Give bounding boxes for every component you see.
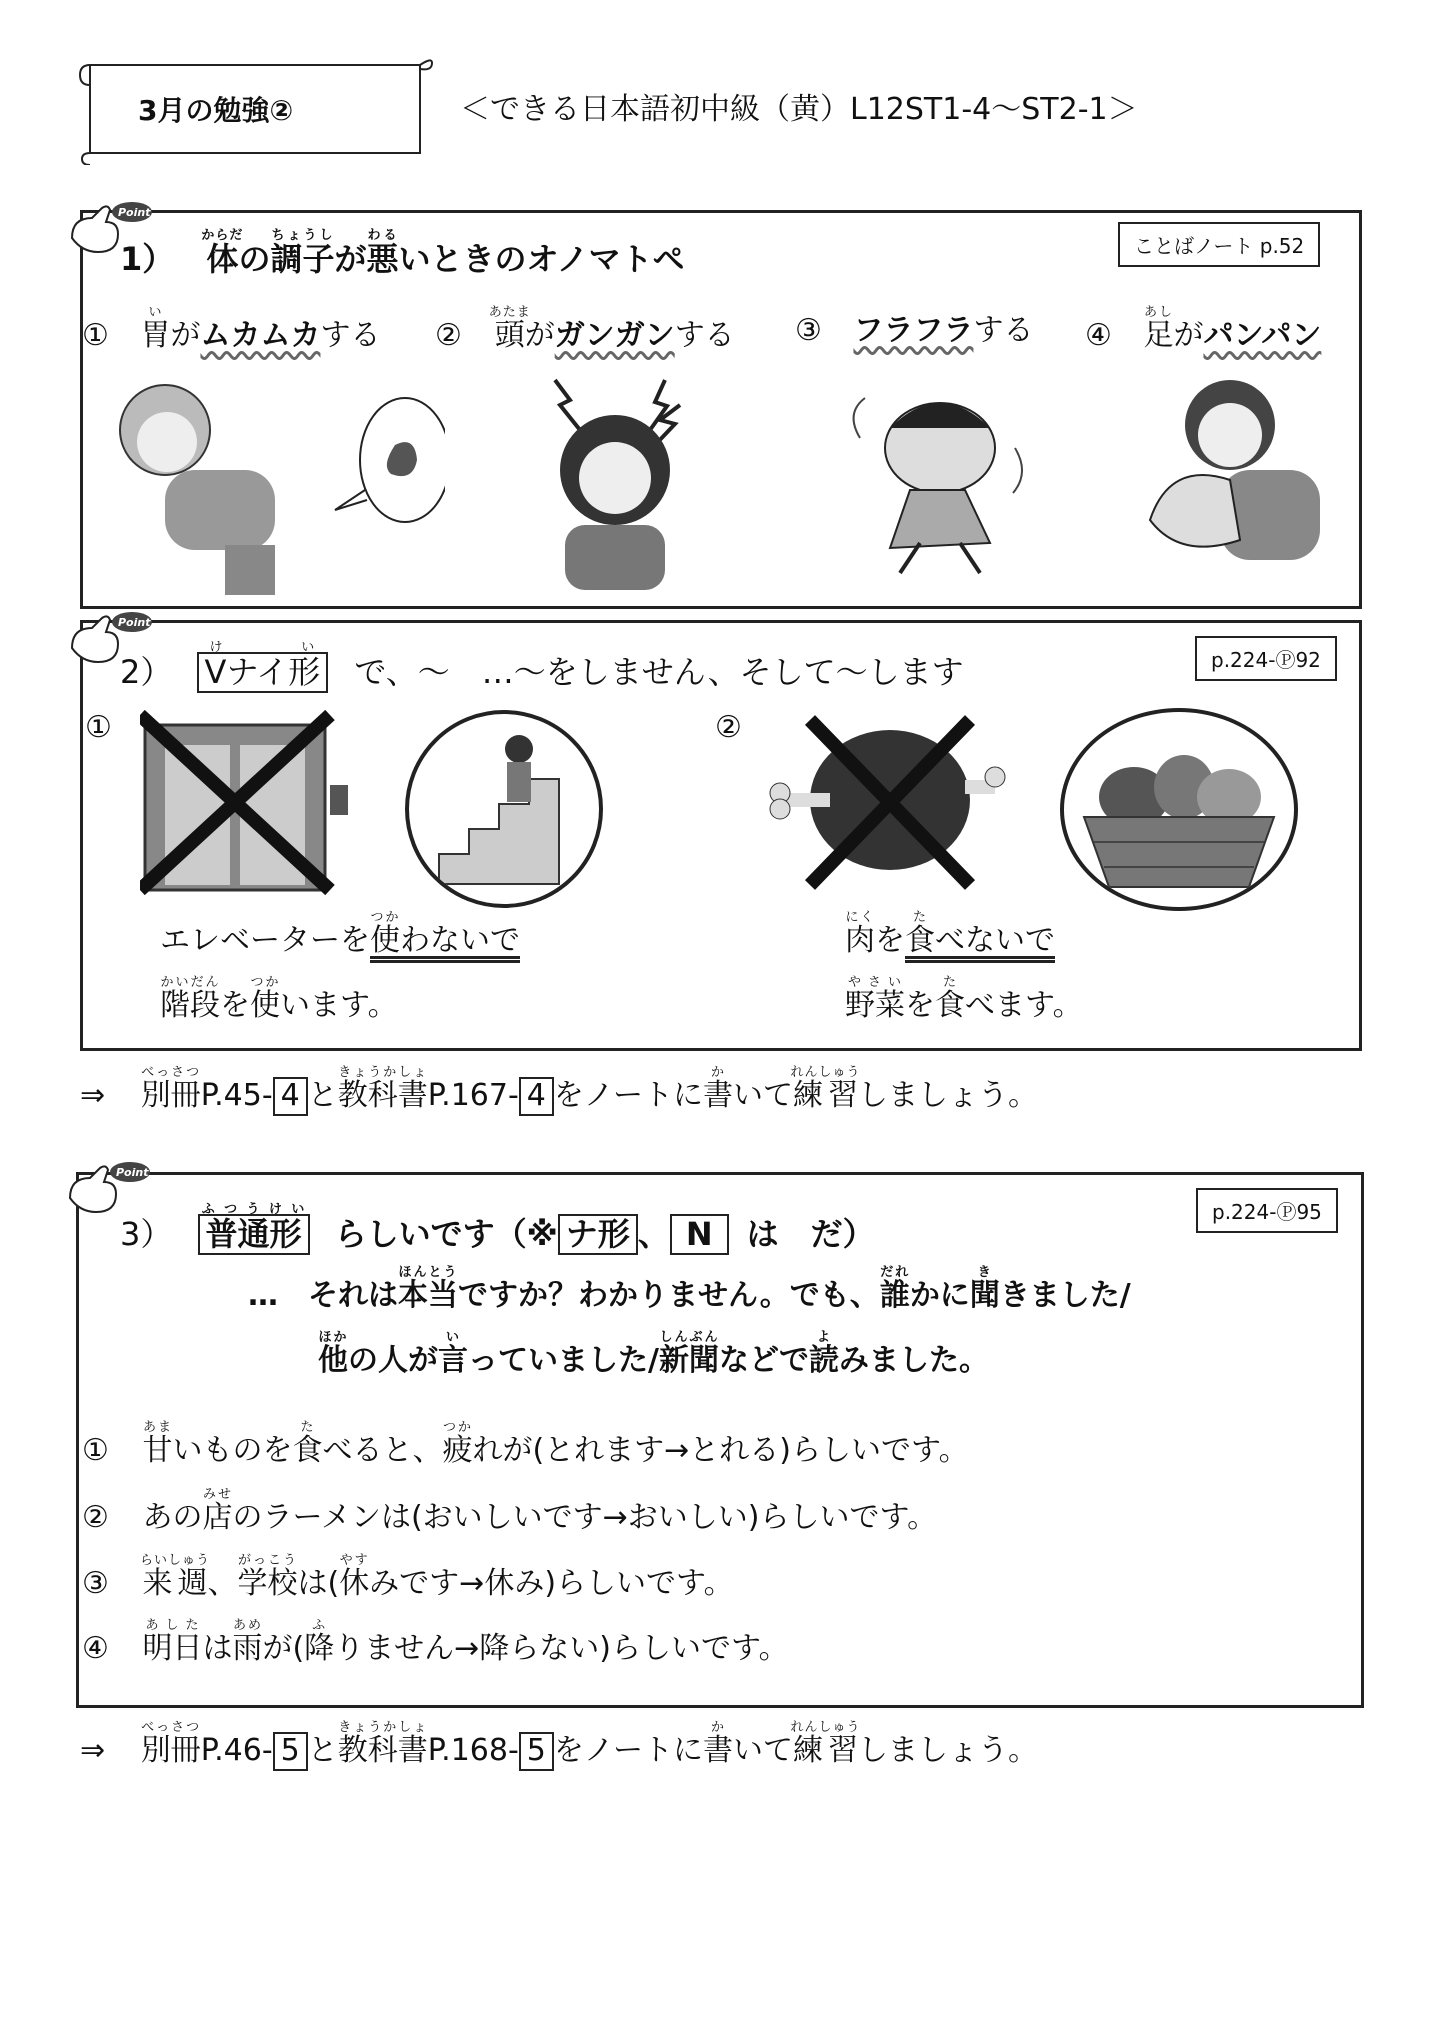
section-3-explain-2: 他ほかの人が言いっていました/新聞しんぶんなどで読よみました。 — [318, 1330, 989, 1378]
ono-item-2: ② 頭あたまがガンガンする — [435, 305, 735, 353]
dizzy-illustration — [830, 378, 1050, 578]
headache-illustration — [525, 360, 705, 590]
section-2-ref: p.224-Ⓟ92 — [1195, 636, 1337, 681]
plain-form-box: 普通形 — [198, 1214, 310, 1255]
sentence-2: ② あの店みせのラーメンは(おいしいです→おいしい)らしいです。 — [82, 1487, 938, 1535]
meat-crossed-illustration — [760, 705, 1010, 895]
sentence-4: ④ 明日あしたは雨あめが(降ふりません→降らない)らしいです。 — [82, 1618, 789, 1666]
ex2-1-line1: エレベーターを使つかわないで — [160, 910, 520, 958]
sore-legs-illustration — [1130, 370, 1330, 570]
sentence-1: ① 甘あまいものを食たべると、疲つかれが(とれます→とれる)らしいです。 — [82, 1420, 969, 1468]
svg-text:Point: Point — [116, 1166, 149, 1179]
ex2-1-line2: 階段かいだんを使つかいます。 — [160, 975, 398, 1023]
s1-kanji-1: 体からだ — [201, 228, 244, 278]
section-3-ref: p.224-Ⓟ95 — [1196, 1188, 1338, 1233]
ex2-2-line2: 野菜やさいを食たべます。 — [845, 975, 1083, 1023]
section-3-heading: 3） 普通形ふつうけい らしいです（※ ナ形 、 N は だ） — [120, 1202, 875, 1253]
svg-text:Point: Point — [118, 206, 151, 219]
stairs-icon — [409, 714, 599, 904]
section-2-heading: 2） Vナイ形けい で、～ …～をしません、そして～します — [120, 640, 964, 691]
sentence-3: ③ 来週らいしゅう、学校がっこうは(休やすみです→休み)らしいです。 — [82, 1553, 734, 1601]
svg-text:Point: Point — [118, 616, 151, 629]
stairs-circle — [405, 710, 603, 908]
elevator-crossed-illustration — [140, 705, 360, 895]
ex2-1-num: ① — [85, 710, 112, 745]
ono-item-4: ④ 足あしがパンパン — [1085, 305, 1322, 353]
ex2-2-num: ② — [715, 710, 742, 745]
ono-item-3: ③ フラフラする — [795, 313, 1034, 348]
ono-item-1: ① 胃いがムカムカする — [82, 305, 381, 353]
stomachache-illustration — [105, 370, 445, 595]
page-subtitle: ＜できる日本語初中級（黄）L12ST1-4～ST2-1＞ — [460, 92, 1138, 127]
section-1-ref: ことばノート p.52 — [1118, 222, 1320, 267]
page-title: 3月の勉強② — [138, 94, 294, 127]
section-1-heading: 1） 体からだの調子ちょうしが悪わるいときのオノマトペ — [120, 228, 685, 278]
title-scroll — [78, 55, 438, 165]
vegetables-basket-icon — [1064, 712, 1294, 907]
practice-1: ⇒ 別冊べっさつP.45- 4 と教科書きょうかしょP.167- 4 をノートに書かいて練習れんしゅうしましょう。 — [80, 1065, 1038, 1116]
ex2-2-line1: 肉にくを食たべないで — [845, 910, 1055, 958]
vegetables-circle — [1060, 708, 1298, 911]
v-nai-form-box: Vナイ形 — [197, 652, 329, 693]
section-3-explain-1: … それは本当ほんとうですか？わかりません。でも、誰だれかに聞ききました/ — [248, 1265, 1131, 1313]
practice-2: ⇒ 別冊べっさつP.46- 5 と教科書きょうかしょP.168- 5 をノートに書かいて練習れんしゅうしましょう。 — [80, 1720, 1038, 1771]
section-1-number: 1） — [120, 240, 175, 278]
